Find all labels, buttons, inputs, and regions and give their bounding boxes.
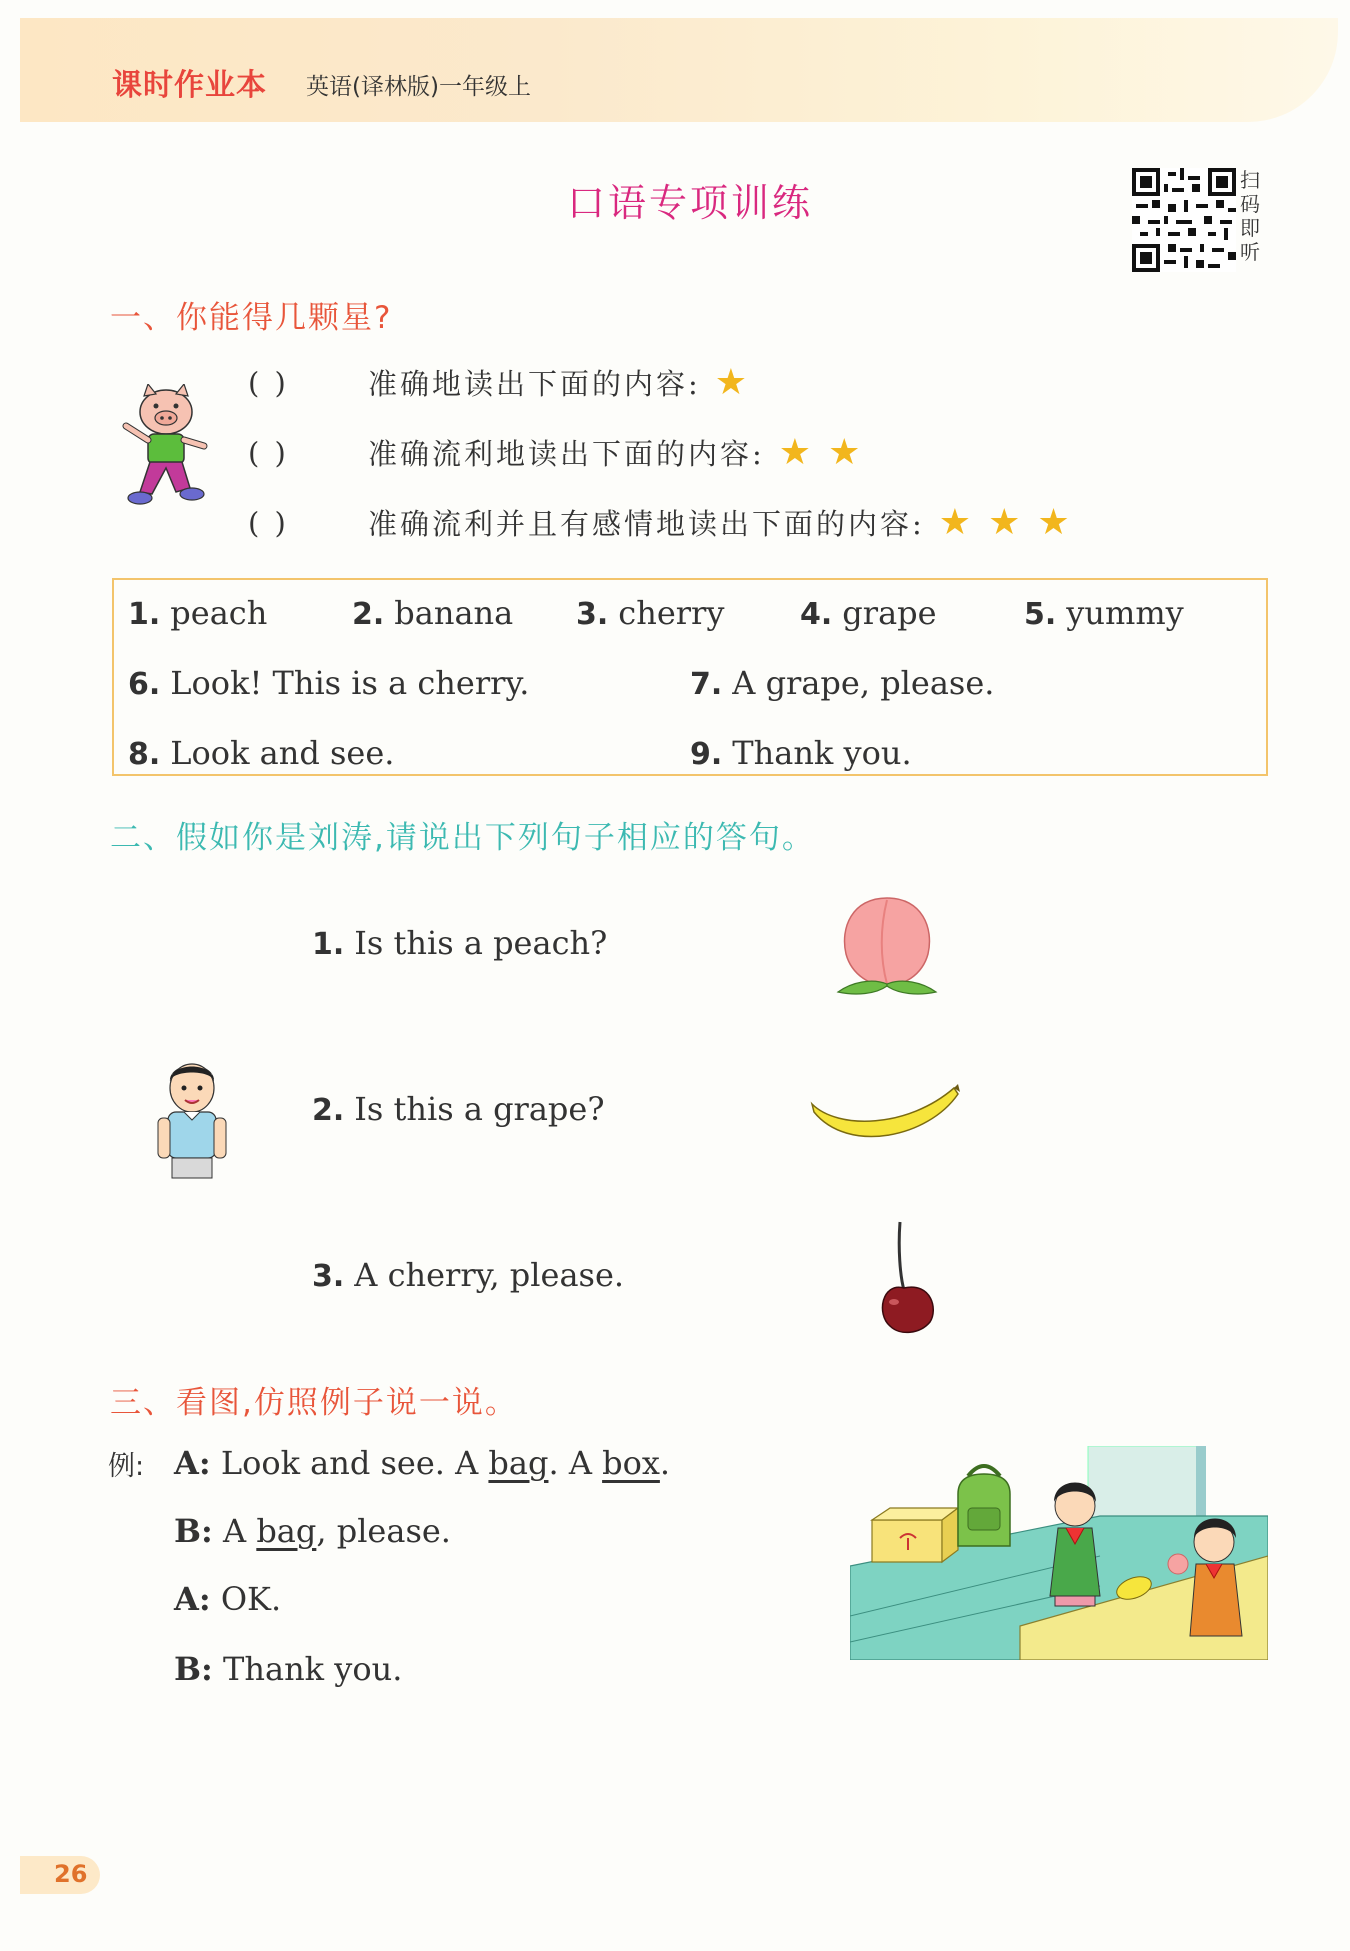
pig-illustration xyxy=(118,384,218,514)
item-number: 3. xyxy=(576,597,609,632)
banana-illustration xyxy=(808,1082,960,1152)
qr-label xyxy=(1240,168,1266,264)
word-item xyxy=(352,594,513,632)
section1-heading: 一、你能得几颗星? xyxy=(110,300,393,336)
item-number: 1. xyxy=(312,927,345,962)
answer-blank[interactable]: ( ) xyxy=(248,365,289,400)
dialogue-text: . xyxy=(659,1444,671,1482)
item-number: 8. xyxy=(128,737,161,772)
sentence-item xyxy=(128,664,529,702)
qr-label-char: 扫 xyxy=(1240,168,1260,192)
word-item xyxy=(1024,594,1184,632)
item-text: grape xyxy=(842,594,937,632)
dialogue-text: A xyxy=(223,1512,257,1550)
item-number: 4. xyxy=(800,597,833,632)
answer-blank[interactable]: ( ) xyxy=(248,505,289,540)
item-number: 9. xyxy=(690,737,723,772)
item-text: peach xyxy=(170,594,268,632)
shop-scene-illustration xyxy=(850,1446,1268,1660)
item-text: yummy xyxy=(1066,594,1184,632)
dialogue-text: Look and see. A xyxy=(220,1444,489,1482)
underlined-word: box xyxy=(602,1444,660,1482)
peach-illustration xyxy=(832,888,942,1000)
speaker-label: A: xyxy=(174,1444,211,1482)
dialogue-text: , please. xyxy=(316,1512,451,1550)
qr-label-char: 即 xyxy=(1240,216,1260,240)
item-number: 7. xyxy=(690,667,723,702)
item-number: 2. xyxy=(352,597,385,632)
star-icon: ★ xyxy=(714,362,751,403)
question-1 xyxy=(312,924,607,962)
boy-illustration xyxy=(152,1052,232,1180)
item-number: 1. xyxy=(128,597,161,632)
item-number: 5. xyxy=(1024,597,1057,632)
underlined-word: bag xyxy=(256,1512,317,1550)
star-icon: ★ xyxy=(778,432,815,473)
page-number: 26 xyxy=(54,1860,88,1888)
question-text: Is this a peach? xyxy=(354,924,608,962)
qr-code[interactable] xyxy=(1132,168,1236,272)
dialogue-text: OK. xyxy=(220,1580,282,1618)
item-text: Look! This is a cherry. xyxy=(170,664,530,702)
question-text: Is this a grape? xyxy=(354,1090,605,1128)
book-title: 英语(译林版)一年级上 xyxy=(306,74,531,100)
word-item xyxy=(800,594,937,632)
word-item xyxy=(128,594,267,632)
question-2 xyxy=(312,1090,605,1128)
dialogue-line-4 xyxy=(174,1650,402,1688)
item-text: Look and see. xyxy=(170,734,395,772)
brand-title: 课时作业本 xyxy=(112,68,267,103)
answer-blank[interactable]: ( ) xyxy=(248,435,289,470)
dialogue-text: . A xyxy=(548,1444,603,1482)
word-item xyxy=(576,594,724,632)
speaker-label: B: xyxy=(174,1512,213,1550)
page-title: 口语专项训练 xyxy=(566,181,813,225)
item-text: Thank you. xyxy=(732,734,912,772)
section2-heading: 二、假如你是刘涛,请说出下列句子相应的答句。 xyxy=(110,820,815,856)
item-number: 3. xyxy=(312,1259,345,1294)
sentence-item xyxy=(690,734,912,772)
star-icon: ★ xyxy=(988,502,1024,543)
qr-label-char: 码 xyxy=(1240,192,1260,216)
criterion-2 xyxy=(248,432,863,473)
page-number-badge xyxy=(20,1856,100,1894)
example-label: 例: xyxy=(108,1451,145,1482)
sentence-item xyxy=(690,664,994,702)
qr-label-char: 听 xyxy=(1240,240,1260,264)
criterion-text: 准确流利并且有感情地读出下面的内容: xyxy=(368,507,925,541)
speaker-label: B: xyxy=(174,1650,213,1688)
star-icon: ★ xyxy=(1037,502,1073,543)
sentence-item xyxy=(128,734,394,772)
star-icon: ★ xyxy=(828,432,864,473)
item-text: banana xyxy=(394,594,514,632)
criterion-1 xyxy=(248,362,750,403)
item-text: cherry xyxy=(618,594,725,632)
star-icon: ★ xyxy=(938,502,975,543)
question-text: A cherry, please. xyxy=(354,1256,625,1294)
underlined-word: bag xyxy=(488,1444,549,1482)
cherry-illustration xyxy=(872,1218,940,1338)
dialogue-line-3 xyxy=(174,1580,281,1618)
item-number: 6. xyxy=(128,667,161,702)
speaker-label: A: xyxy=(174,1580,211,1618)
criterion-text: 准确地读出下面的内容: xyxy=(368,367,701,401)
dialogue-text: Thank you. xyxy=(223,1650,403,1688)
dialogue-line-2 xyxy=(174,1512,451,1550)
dialogue-line-1 xyxy=(174,1444,670,1482)
criterion-text: 准确流利地读出下面的内容: xyxy=(368,437,765,471)
section3-heading: 三、看图,仿照例子说一说。 xyxy=(110,1385,518,1421)
reading-box xyxy=(112,578,1268,776)
question-3 xyxy=(312,1256,624,1294)
item-text: A grape, please. xyxy=(732,664,995,702)
item-number: 2. xyxy=(312,1093,345,1128)
criterion-3 xyxy=(248,502,1073,543)
